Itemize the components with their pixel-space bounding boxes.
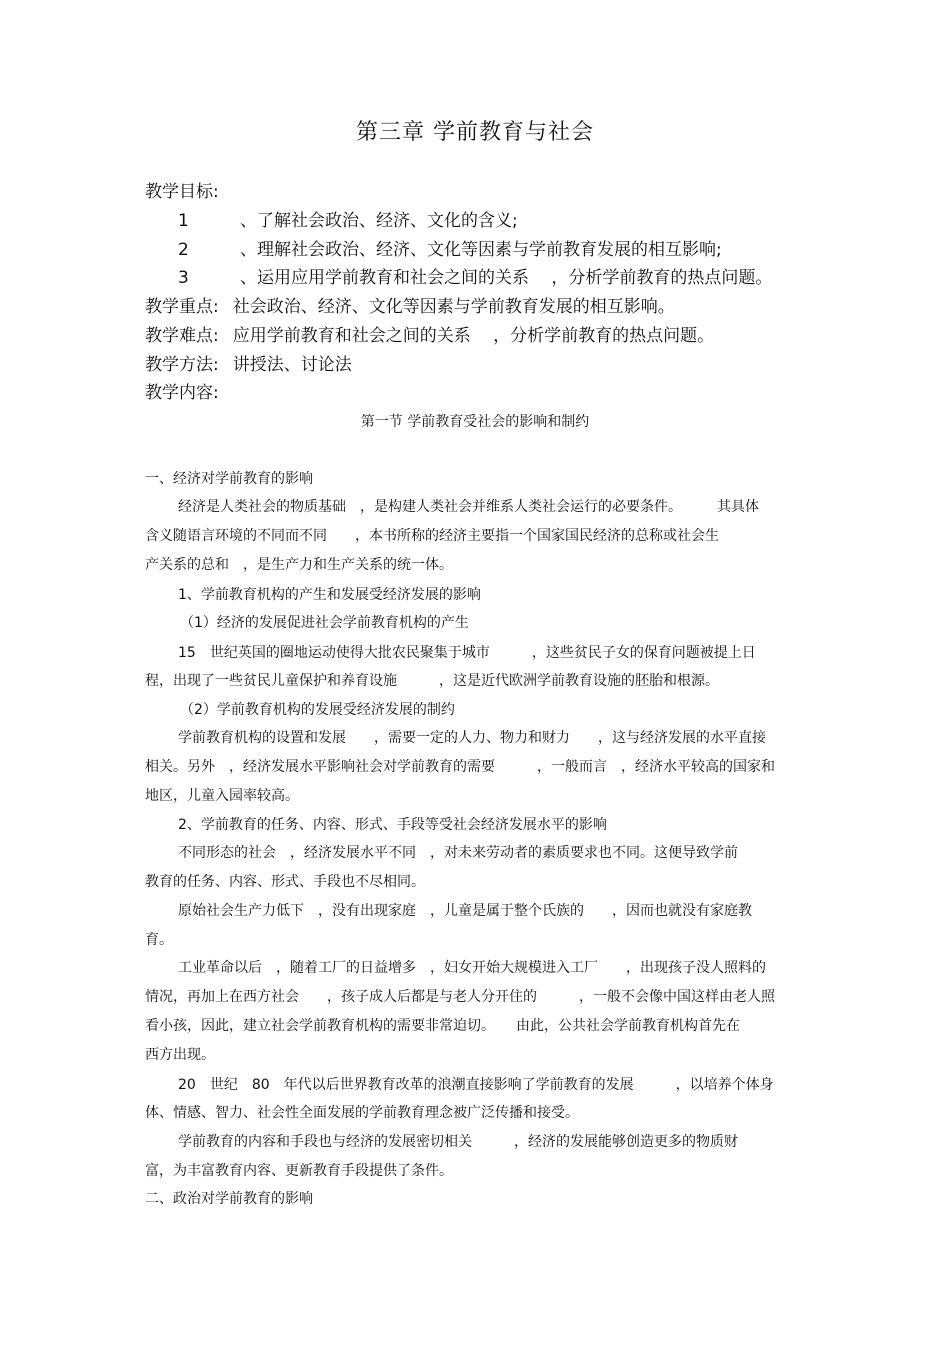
paragraph-line: 原始社会生产力低下 ，没有出现家庭 ，儿童是属于整个氏族的 ，因而也就没有家庭教 xyxy=(178,903,752,919)
goal-item xyxy=(178,209,518,233)
section-title: 第一节 学前教育受社会的影响和制约 xyxy=(360,414,590,430)
subheading: （1）经济的发展促进社会学前教育机构的产生 xyxy=(180,615,469,631)
methods-value: 讲授法、讨论法 xyxy=(232,355,352,375)
paragraph-line: 育。 xyxy=(145,932,173,948)
goal-text: 、运用应用学前教育和社会之间的关系 ，分析学前教育的热点问题。 xyxy=(240,268,773,288)
paragraph-line: 学前教育的内容和手段也与经济的发展密切相关 ，经济的发展能够创造更多的物质财 xyxy=(178,1134,738,1150)
subheading: （2）学前教育机构的发展受经济发展的制约 xyxy=(180,702,455,718)
paragraph-line: 经济是人类社会的物质基础 ，是构建人类社会并维系人类社会运行的必要条件。 其具体 xyxy=(178,499,759,515)
paragraph-line: 工业革命以后 ，随着工厂的日益增多 ，妇女开始大规模进入工厂 ，出现孩子没人照料的 xyxy=(178,960,766,976)
paragraph-line: 程，出现了一些贫民儿童保护和养育设施 ，这是近代欧洲学前教育设施的胚胎和根源。 xyxy=(145,673,719,689)
goal-number: 1 xyxy=(178,211,189,231)
goal-item xyxy=(178,238,722,262)
subheading: 2、学前教育的任务、内容、形式、手段等受社会经济发展水平的影响 xyxy=(178,817,607,833)
methods-row xyxy=(145,353,352,377)
paragraph-line: 学前教育机构的设置和发展 ，需要一定的人力、物力和财力 ，这与经济发展的水平直接 xyxy=(178,730,766,746)
goal-number: 2 xyxy=(178,240,189,260)
key-points-value: 社会政治、经济、文化等因素与学前教育发展的相互影响。 xyxy=(232,297,675,317)
paragraph-line: 20 世纪 80 年代以后世界教育改革的浪潮直接影响了学前教育的发展 ，以培养个体身 xyxy=(178,1077,774,1093)
key-points-label: 教学重点: xyxy=(145,297,219,317)
paragraph-line: 地区，儿童入园率较高。 xyxy=(145,788,299,804)
methods-label: 教学方法: xyxy=(145,355,219,375)
paragraph-line: 不同形态的社会 ，经济发展水平不同 ，对未来劳动者的素质要求也不同。这便导致学前 xyxy=(178,845,738,861)
paragraph-line: 西方出现。 xyxy=(145,1047,215,1063)
heading-politics: 二、政治对学前教育的影响 xyxy=(145,1191,313,1207)
content-label: 教学内容: xyxy=(145,383,219,403)
heading-economy: 一、经济对学前教育的影响 xyxy=(145,471,313,487)
subheading: 1、学前教育机构的产生和发展受经济发展的影响 xyxy=(178,587,481,603)
difficulties-label: 教学难点: xyxy=(145,326,219,346)
key-points-row xyxy=(145,295,675,319)
goal-text: 、理解社会政治、经济、文化等因素与学前教育发展的相互影响; xyxy=(240,240,722,260)
paragraph-line: 相关。另外 ，经济发展水平影响社会对学前教育的需要 ，一般而言 ，经济水平较高的国家和 xyxy=(145,759,775,775)
paragraph-line: 15 世纪英国的圈地运动使得大批农民聚集于城市 ，这些贫民子女的保育问题被提上日 xyxy=(178,645,756,661)
paragraph-line: 富，为丰富教育内容、更新教育手段提供了条件。 xyxy=(145,1163,453,1179)
paragraph-line: 教育的任务、内容、形式、手段也不尽相同。 xyxy=(145,874,425,890)
paragraph-line: 产关系的总和 ，是生产力和生产关系的统一体。 xyxy=(145,557,453,573)
difficulties-row xyxy=(145,324,714,348)
goal-text: 、了解社会政治、经济、文化的含义; xyxy=(240,211,518,231)
paragraph-line: 看小孩，因此，建立社会学前教育机构的需要非常迫切。 由此，公共社会学前教育机构首先在 xyxy=(145,1018,740,1034)
goal-item xyxy=(178,266,772,290)
difficulties-value: 应用学前教育和社会之间的关系 ，分析学前教育的热点问题。 xyxy=(232,326,715,346)
paragraph-line: 情况，再加上在西方社会 ，孩子成人后都是与老人分开住的 ，一般不会像中国这样由老人照 xyxy=(145,989,775,1005)
goal-number: 3 xyxy=(178,268,189,288)
paragraph-line: 体、情感、智力、社会性全面发展的学前教育理念被广泛传播和接受。 xyxy=(145,1105,579,1121)
chapter-title: 第三章 学前教育与社会 xyxy=(356,120,594,145)
goals-label: 教学目标: xyxy=(145,182,219,202)
paragraph-line: 含义随语言环境的不同而不同 ，本书所称的经济主要指一个国家国民经济的总称或社会生 xyxy=(145,528,719,544)
